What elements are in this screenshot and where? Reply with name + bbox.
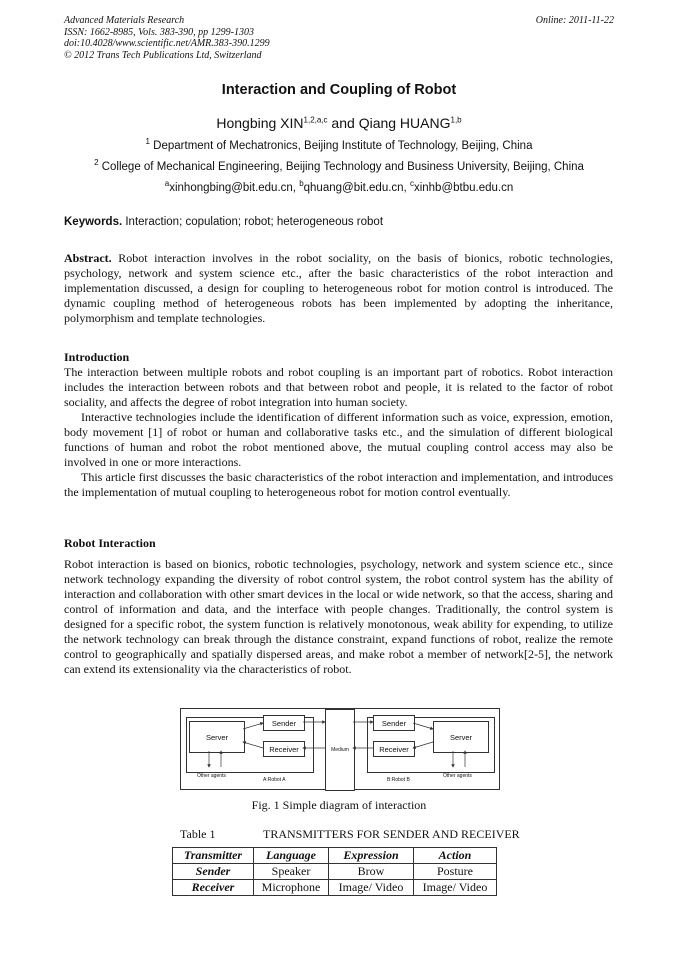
table-cell: Posture: [414, 864, 497, 880]
journal-header: [64, 15, 270, 61]
author-1: Hongbing XIN: [216, 115, 304, 131]
table-cell: Microphone: [254, 880, 329, 896]
robot-interaction-paragraph: Robot interaction is based on bionics, robotic technologies, psychology, network and system science etc., since network technology expanding the diversity of robot control system, the robot control system has the ability of interaction and collaboration with other smart devices in the local or wide network, so that the access, sharing and control of information and data, and the interface with people changes. Traditionally, the control system is designed for a specific robot, the system function is relatively monotonous, weak ability for expending, to utilize the network technology can break through the distance constraint, expand functions of robot, realize the remote control to geographically and spatially dispersed areas, and make robot a member of network[2-5], the network can extend its extensionality via the characteristics of robot.: [64, 557, 613, 676]
online-date: Online: 2011-11-22: [535, 15, 614, 26]
journal-name: Advanced Materials Research: [64, 15, 185, 26]
paper-title: Interaction and Coupling of Robot: [221, 82, 457, 98]
introduction-heading: Introduction: [64, 350, 130, 364]
author-1-sup: 1,2,a,c: [303, 115, 328, 125]
table-cell: Image/ Video: [414, 880, 497, 896]
transmitters-table: [172, 847, 497, 896]
other-agents-right: Other agents: [443, 773, 472, 779]
table-title: TRANSMITTERS FOR SENDER AND RECEIVER: [263, 827, 520, 841]
abstract: [64, 251, 613, 326]
affiliation-2: $^2$ College of Mechanical Engineering, Beijing Technology and Business University, Beijing, China: [94, 158, 584, 173]
receiver-left-box: Receiver: [263, 741, 305, 757]
table-header: Transmitter: [173, 848, 254, 864]
robot-a-label: A:Robot A: [263, 777, 286, 783]
table-header: Language: [254, 848, 329, 864]
issn-line: ISSN: 1662-8985, Vols. 383-390, pp 1299-1303: [64, 26, 254, 38]
interaction-diagram: [180, 708, 500, 790]
sender-left-box: Sender: [263, 715, 305, 731]
author-line: [0, 115, 678, 131]
other-agents-left: Other agents: [197, 773, 226, 779]
robot-interaction-heading: Robot Interaction: [64, 536, 156, 550]
table-header: Expression: [329, 848, 414, 864]
table-cell: Brow: [329, 864, 414, 880]
intro-paragraph-1: The interaction between multiple robots and robot coupling is an important part of robotics. Robot interaction includes the interaction between robots and that between robot and people, it is related to the factor of robot sociality, and affects the degree of robot integration into human society.: [64, 365, 613, 409]
server-left-box: Server: [189, 721, 245, 753]
email-line: $^a$xinhongbing@bit.edu.cn, $^b$qhuang@bit.edu.cn, $^c$xinhb@btbu.edu.cn: [164, 179, 514, 194]
intro-paragraph-3: This article first discusses the basic characteristics of the robot interaction and implementation, and introduces the implementation of mutual coupling to heterogeneous robot for motion control eventually.: [64, 470, 613, 499]
table-header: Action: [414, 848, 497, 864]
keywords: Keywords. Interaction; copulation; robot; heterogeneous robot: [64, 216, 384, 228]
table-row: [173, 864, 497, 880]
table-cell: Sender: [173, 864, 254, 880]
receiver-right-box: Receiver: [373, 741, 415, 757]
table-cell: Receiver: [173, 880, 254, 896]
medium-box: Medium: [325, 709, 355, 791]
intro-paragraph-2: Interactive technologies include the identification of different information such as voice, expression, emotion, body movement [1] of robot or human and collaborative tasks etc., and the simulation of different biological functions of human and robot the robot mentioned above, the mutual coupling control access may also be involved in one or more interactions.: [64, 410, 613, 469]
copyright-line: © 2012 Trans Tech Publications Ltd, Switzerland: [64, 49, 262, 61]
abstract-label: Abstract.: [64, 251, 112, 265]
sender-right-box: Sender: [373, 715, 415, 731]
affiliation-1: $^1$ Department of Mechatronics, Beijing Institute of Technology, Beijing, China: [145, 137, 533, 152]
figure-caption: Fig. 1 Simple diagram of interaction: [251, 798, 427, 812]
robot-b-label: B:Robot B: [387, 777, 410, 783]
table-cell: Speaker: [254, 864, 329, 880]
table-label: Table 1: [180, 827, 216, 841]
table-cell: Image/ Video: [329, 880, 414, 896]
author-2: Qiang HUANG: [358, 115, 451, 131]
author-2-sup: 1,b: [450, 115, 462, 125]
author-and: and: [327, 115, 359, 131]
doi-line: doi:10.4028/www.scientific.net/AMR.383-390.1299: [64, 38, 270, 49]
table-row: [173, 880, 497, 896]
table-header-row: [173, 848, 497, 864]
server-right-box: Server: [433, 721, 489, 753]
abstract-text: Robot interaction involves in the robot sociality, on the basis of bionics, robotic technologies, psychology, network and system science etc., after the basic characteristics of the robot interaction and implementation discussed, a design for coupling to heterogeneous robot for motion control is introduced. The dynamic coupling method of heterogeneous robots has been implemented by adopting the inheritance, polymorphism and template technologies.: [64, 251, 613, 325]
